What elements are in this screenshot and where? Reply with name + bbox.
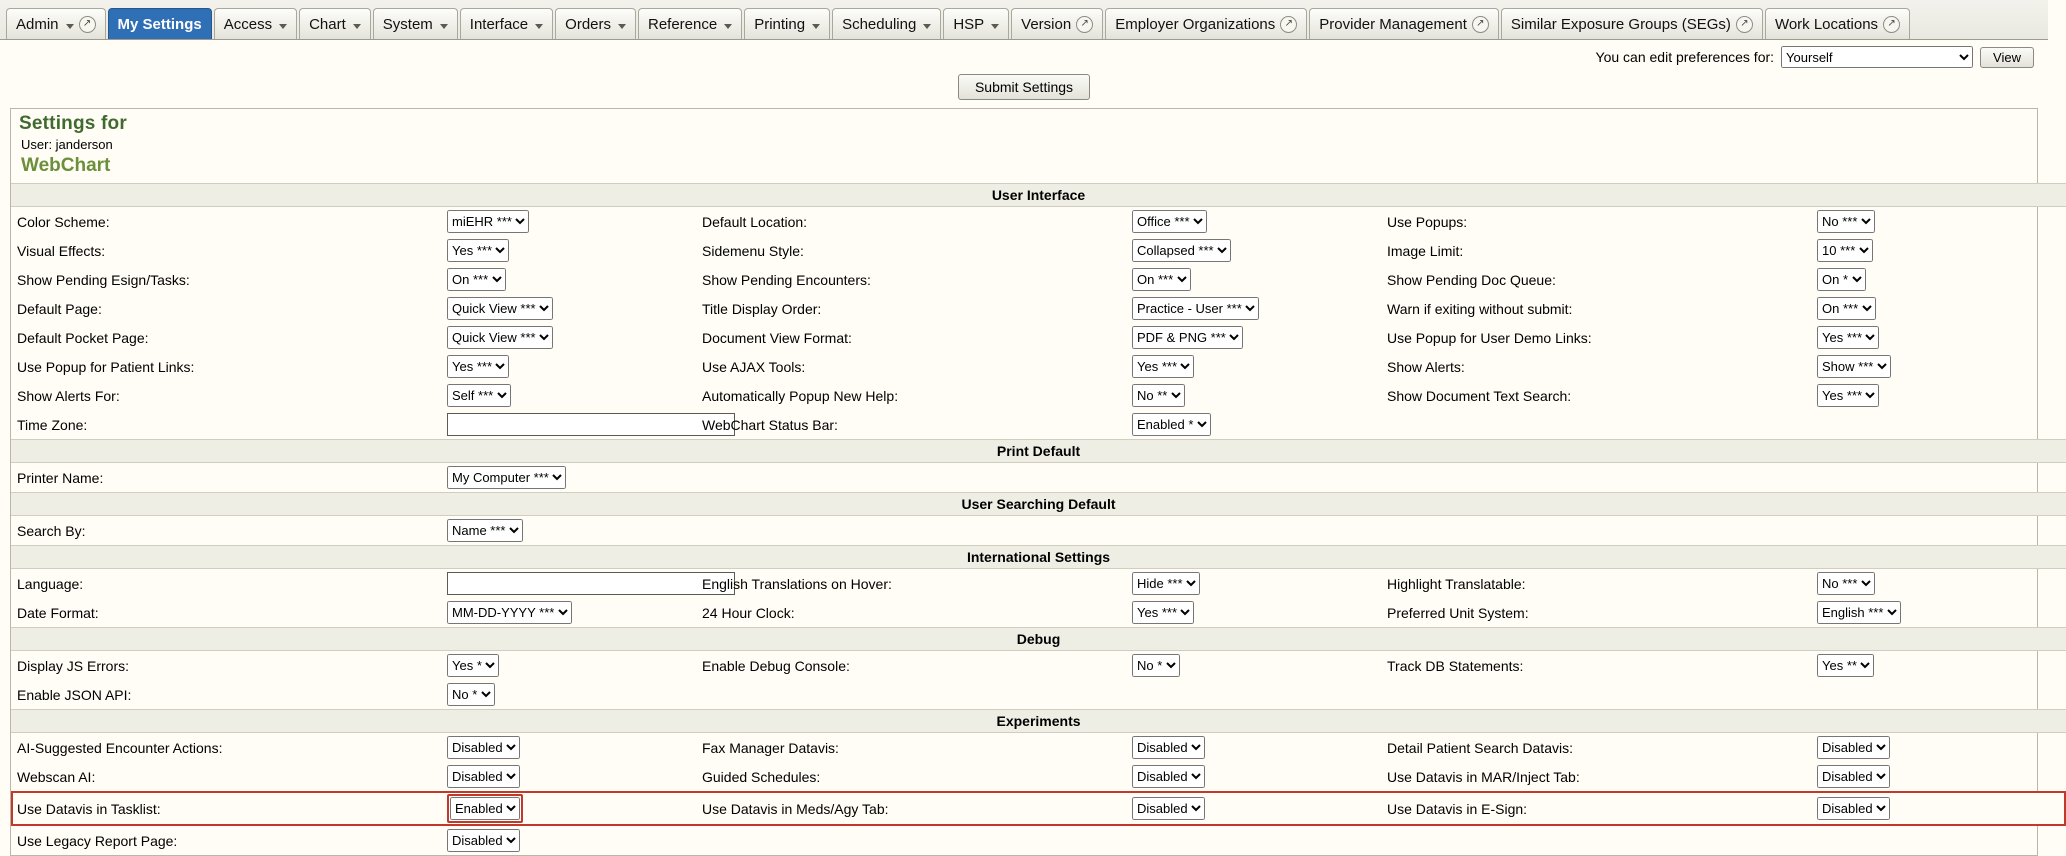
tab-label: Printing [754, 15, 806, 33]
control-cell [1811, 410, 2066, 440]
control-cell [441, 294, 696, 323]
select-default-page[interactable] [447, 297, 553, 320]
control-cell [1811, 680, 2066, 710]
tab-label: Admin [16, 15, 59, 33]
chevron-down-icon[interactable] [618, 24, 626, 29]
control-cell [1811, 791, 2066, 826]
popout-icon[interactable]: ↗ [1076, 16, 1093, 33]
settings-row [11, 826, 2066, 855]
view-button[interactable]: View [1980, 47, 2034, 68]
label-title-display-order: Title Display Order: [702, 300, 822, 317]
select-automatically-popup-new-help[interactable] [1132, 384, 1185, 407]
label-fax-manager-datavis: Fax Manager Datavis: [702, 739, 839, 756]
settings-row [11, 381, 2066, 410]
label-track-db-statements: Track DB Statements: [1387, 657, 1524, 674]
control-cell [441, 569, 696, 599]
control-cell [1811, 733, 2066, 763]
settings-row [11, 265, 2066, 294]
tab-chart[interactable] [299, 8, 371, 39]
control-cell [441, 381, 696, 410]
select-use-popup-for-patient-links[interactable] [447, 355, 509, 378]
control-cell [441, 651, 696, 681]
section-header-debug: Debug [11, 628, 2066, 651]
select-default-location[interactable] [1132, 210, 1207, 233]
tab-label: Scheduling [842, 15, 917, 33]
settings-row [11, 791, 2066, 826]
label-enable-json-api: Enable JSON API: [17, 686, 132, 703]
control-cell [1126, 410, 1381, 440]
control-cell [441, 598, 696, 628]
settings-row [11, 323, 2066, 352]
chevron-down-icon[interactable] [353, 24, 361, 29]
popout-icon[interactable]: ↗ [1883, 16, 1900, 33]
tab-version[interactable] [1011, 8, 1103, 39]
settings-panel [10, 108, 2038, 856]
label-image-limit: Image Limit: [1387, 242, 1464, 259]
control-cell [441, 762, 696, 791]
section-header-user-searching-default: User Searching Default [11, 493, 2066, 516]
popout-icon[interactable]: ↗ [1736, 16, 1753, 33]
tab-label: My Settings [117, 15, 202, 33]
label-show-alerts: Show Alerts: [1387, 358, 1465, 375]
control-cell [441, 463, 696, 493]
label-use-datavis-in-mar-inject-tab: Use Datavis in MAR/Inject Tab: [1387, 768, 1580, 785]
select-display-js-errors[interactable] [447, 654, 499, 677]
settings-row [11, 236, 2066, 265]
popout-icon[interactable]: ↗ [79, 16, 96, 33]
tab-admin[interactable] [6, 8, 106, 39]
tab-printing[interactable] [744, 8, 830, 39]
select-fax-manager-datavis[interactable] [1132, 736, 1205, 759]
control-cell [1126, 516, 1381, 546]
main-tab-bar [0, 0, 2048, 40]
label-show-pending-doc-queue: Show Pending Doc Queue: [1387, 271, 1556, 288]
settings-row [11, 516, 2066, 546]
tab-label: Provider Management [1319, 15, 1467, 33]
label-use-datavis-in-tasklist: Use Datavis in Tasklist: [11, 791, 441, 826]
select-search-by[interactable] [447, 519, 523, 542]
control-cell [1126, 791, 1381, 826]
settings-row [11, 352, 2066, 381]
popout-icon[interactable]: ↗ [1472, 16, 1489, 33]
label-language: Language: [17, 575, 84, 592]
settings-row [11, 598, 2066, 628]
control-cell [1811, 598, 2066, 628]
label-show-pending-encounters: Show Pending Encounters: [702, 271, 871, 288]
control-cell [1811, 294, 2066, 323]
control-cell [1811, 381, 2066, 410]
tab-label: Similar Exposure Groups (SEGs) [1510, 15, 1731, 33]
label-preferred-unit-system: Preferred Unit System: [1387, 604, 1529, 621]
chevron-down-icon[interactable] [440, 24, 448, 29]
control-cell [1811, 323, 2066, 352]
tab-label: Interface [469, 15, 529, 33]
popout-icon[interactable]: ↗ [1280, 16, 1297, 33]
control-cell [441, 791, 696, 826]
control-cell [1811, 516, 2066, 546]
label-empty [1381, 826, 1811, 855]
tab-label: Access [223, 15, 273, 33]
control-cell [1126, 598, 1381, 628]
chevron-down-icon[interactable] [724, 24, 732, 29]
label-empty [1381, 680, 1811, 710]
select-track-db-statements[interactable] [1817, 654, 1874, 677]
label-display-js-errors: Display JS Errors: [17, 657, 130, 674]
label-use-popup-for-patient-links: Use Popup for Patient Links: [17, 358, 195, 375]
select-use-popups[interactable] [1817, 210, 1875, 233]
select-show-alerts-for[interactable] [447, 384, 511, 407]
preferences-label: You can edit preferences for: [1595, 49, 1775, 65]
chevron-down-icon[interactable] [923, 24, 931, 29]
settings-row [11, 680, 2066, 710]
tab-work-locations[interactable] [1765, 8, 1910, 39]
label-use-datavis-in-e-sign: Use Datavis in E-Sign: [1381, 791, 1811, 826]
label-show-document-text-search: Show Document Text Search: [1387, 387, 1572, 404]
select-date-format[interactable] [447, 601, 572, 624]
tab-label: Employer Organizations [1115, 15, 1276, 33]
label-empty [1381, 463, 1811, 493]
settings-row [11, 651, 2066, 681]
control-cell [1126, 651, 1381, 681]
control-cell [1811, 826, 2066, 855]
section-header-print-default: Print Default [11, 440, 2066, 463]
control-cell [441, 733, 696, 763]
select-sidemenu-style[interactable] [1132, 239, 1231, 262]
control-cell [441, 323, 696, 352]
control-cell [1126, 323, 1381, 352]
control-cell [441, 265, 696, 294]
select-image-limit[interactable] [1817, 239, 1873, 262]
label-default-location: Default Location: [702, 213, 808, 230]
chevron-down-icon[interactable] [991, 24, 999, 29]
section-header-international-settings: International Settings [11, 546, 2066, 569]
label-sidemenu-style: Sidemenu Style: [702, 242, 804, 259]
select-use-datavis-in-tasklist[interactable] [450, 797, 520, 820]
label-empty [696, 516, 1126, 546]
control-cell [1811, 762, 2066, 791]
select-ai-suggested-encounter-actions[interactable] [447, 736, 520, 759]
select-preferred-unit-system[interactable] [1817, 601, 1901, 624]
tab-label: Chart [309, 15, 346, 33]
label-ai-suggested-encounter-actions: AI-Suggested Encounter Actions: [17, 739, 223, 756]
settings-row [11, 733, 2066, 763]
select-visual-effects[interactable] [447, 239, 509, 262]
control-cell [1811, 265, 2066, 294]
label-empty [1381, 410, 1811, 440]
label-24-hour-clock: 24 Hour Clock: [702, 604, 795, 621]
select-highlight-translatable[interactable] [1817, 572, 1875, 595]
label-webchart-status-bar: WebChart Status Bar: [702, 416, 838, 433]
tab-interface[interactable] [460, 8, 553, 39]
control-cell [1811, 569, 2066, 599]
chevron-down-icon[interactable] [66, 24, 74, 29]
label-document-view-format: Document View Format: [702, 329, 852, 346]
submit-settings-button[interactable]: Submit Settings [958, 74, 1090, 100]
select-english-translations-on-hover[interactable] [1132, 572, 1200, 595]
select-show-pending-doc-queue[interactable] [1817, 268, 1866, 291]
input-language[interactable] [447, 572, 735, 595]
label-guided-schedules: Guided Schedules: [702, 768, 821, 785]
input-time-zone[interactable] [447, 413, 735, 436]
select-webchart-status-bar[interactable] [1132, 413, 1211, 436]
select-title-display-order[interactable] [1132, 297, 1259, 320]
control-cell [441, 352, 696, 381]
label-automatically-popup-new-help: Automatically Popup New Help: [702, 387, 899, 404]
label-use-ajax-tools: Use AJAX Tools: [702, 358, 806, 375]
label-show-pending-esign-tasks: Show Pending Esign/Tasks: [17, 271, 190, 288]
select-default-pocket-page[interactable] [447, 326, 553, 349]
control-cell [1126, 265, 1381, 294]
control-cell [1811, 463, 2066, 493]
settings-row [11, 762, 2066, 791]
control-cell [1126, 733, 1381, 763]
page-title: Settings for [19, 113, 127, 134]
settings-panel-header [11, 109, 2037, 183]
settings-row [11, 410, 2066, 440]
select-show-pending-encounters[interactable] [1132, 268, 1191, 291]
control-cell [1126, 352, 1381, 381]
label-printer-name: Printer Name: [17, 469, 104, 486]
tab-access[interactable] [214, 8, 297, 39]
control-cell [1811, 236, 2066, 265]
control-cell [441, 410, 696, 440]
highlight-box [447, 794, 523, 823]
section-header-experiments: Experiments [11, 710, 2066, 733]
control-cell [1126, 207, 1381, 237]
label-show-alerts-for: Show Alerts For: [17, 387, 120, 404]
label-enable-debug-console: Enable Debug Console: [702, 657, 850, 674]
control-cell [1126, 569, 1381, 599]
tab-scheduling[interactable] [832, 8, 941, 39]
label-use-legacy-report-page: Use Legacy Report Page: [17, 832, 178, 849]
control-cell [1126, 236, 1381, 265]
control-cell [1811, 651, 2066, 681]
label-webscan-ai: Webscan AI: [17, 768, 96, 785]
tab-similar-exposure-groups-segs[interactable] [1501, 8, 1763, 39]
label-highlight-translatable: Highlight Translatable: [1387, 575, 1526, 592]
control-cell [1126, 381, 1381, 410]
control-cell [441, 680, 696, 710]
select-show-document-text-search[interactable] [1817, 384, 1879, 407]
select-use-datavis-in-e-sign[interactable] [1817, 797, 1890, 820]
label-empty [1381, 516, 1811, 546]
tab-system[interactable] [373, 8, 458, 39]
control-cell [441, 236, 696, 265]
current-user-label: User: janderson [21, 137, 113, 152]
tab-label: Reference [648, 15, 718, 33]
select-show-alerts[interactable] [1817, 355, 1891, 378]
label-empty [696, 826, 1126, 855]
select-use-datavis-in-meds-agy-tab[interactable] [1132, 797, 1205, 820]
control-cell [1126, 762, 1381, 791]
label-visual-effects: Visual Effects: [17, 242, 106, 259]
select-enable-json-api[interactable] [447, 683, 495, 706]
label-time-zone: Time Zone: [17, 416, 88, 433]
select-show-pending-esign-tasks[interactable] [447, 268, 506, 291]
select-use-datavis-in-mar-inject-tab[interactable] [1817, 765, 1890, 788]
select-printer-name[interactable] [447, 466, 566, 489]
control-cell [1126, 294, 1381, 323]
tab-my-settings[interactable] [108, 8, 212, 39]
application-name: WebChart [21, 155, 111, 176]
control-cell [441, 207, 696, 237]
settings-grid [11, 183, 2066, 855]
label-use-datavis-in-meds-agy-tab: Use Datavis in Meds/Agy Tab: [696, 791, 1126, 826]
control-cell [441, 826, 696, 855]
select-detail-patient-search-datavis[interactable] [1817, 736, 1890, 759]
label-color-scheme: Color Scheme: [17, 213, 110, 230]
settings-row [11, 463, 2066, 493]
label-english-translations-on-hover: English Translations on Hover: [702, 575, 892, 592]
label-empty [696, 463, 1126, 493]
chevron-down-icon[interactable] [812, 24, 820, 29]
label-use-popups: Use Popups: [1387, 213, 1468, 230]
tab-label: Version [1021, 15, 1072, 33]
label-detail-patient-search-datavis: Detail Patient Search Datavis: [1387, 739, 1573, 756]
select-webscan-ai[interactable] [447, 765, 520, 788]
tab-orders[interactable] [555, 8, 636, 39]
label-date-format: Date Format: [17, 604, 99, 621]
select-guided-schedules[interactable] [1132, 765, 1205, 788]
select-enable-debug-console[interactable] [1132, 654, 1180, 677]
control-cell [1126, 463, 1381, 493]
select-use-popup-for-user-demo-links[interactable] [1817, 326, 1879, 349]
control-cell [1811, 352, 2066, 381]
chevron-down-icon[interactable] [279, 24, 287, 29]
settings-row [11, 294, 2066, 323]
tab-provider-management[interactable] [1309, 8, 1499, 39]
select-warn-if-exiting-without-submit[interactable] [1817, 297, 1876, 320]
control-cell [441, 516, 696, 546]
settings-row [11, 207, 2066, 237]
control-cell [1126, 680, 1381, 710]
label-default-pocket-page: Default Pocket Page: [17, 329, 149, 346]
control-cell [1126, 826, 1381, 855]
select-color-scheme[interactable] [447, 210, 529, 233]
label-default-page: Default Page: [17, 300, 102, 317]
chevron-down-icon[interactable] [535, 24, 543, 29]
tab-employer-organizations[interactable] [1105, 8, 1307, 39]
submit-settings-row [0, 74, 2048, 108]
select-document-view-format[interactable] [1132, 326, 1243, 349]
label-use-popup-for-user-demo-links: Use Popup for User Demo Links: [1387, 329, 1592, 346]
settings-row [11, 569, 2066, 599]
tab-label: HSP [953, 15, 985, 33]
tab-hsp[interactable] [943, 8, 1009, 39]
tab-label: System [382, 15, 433, 33]
preferences-user-select[interactable] [1781, 46, 1973, 68]
section-header-user-interface: User Interface [11, 184, 2066, 207]
select-use-ajax-tools[interactable] [1132, 355, 1194, 378]
control-cell [1811, 207, 2066, 237]
preferences-bar [0, 40, 2048, 74]
tab-label: Work Locations [1774, 15, 1879, 33]
tab-reference[interactable] [638, 8, 742, 39]
label-empty [696, 680, 1126, 710]
select-24-hour-clock[interactable] [1132, 601, 1194, 624]
tab-label: Orders [565, 15, 611, 33]
label-search-by: Search By: [17, 522, 86, 539]
label-warn-if-exiting-without-submit: Warn if exiting without submit: [1387, 300, 1573, 317]
select-use-legacy-report-page[interactable] [447, 829, 520, 852]
